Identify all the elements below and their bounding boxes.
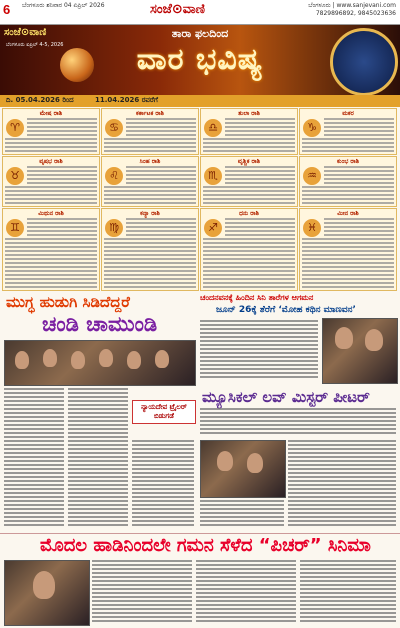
rashi-box <box>101 208 199 291</box>
zodiac-icon: ♎ <box>204 119 222 137</box>
story-c-intro <box>200 408 396 438</box>
masthead-contact <box>308 2 396 18</box>
zodiac-icon: ♈ <box>6 119 24 137</box>
rashi-name: ವೃಶ್ಚಿಕ ರಾಶಿ <box>237 158 261 165</box>
week-from-date: ದಿ. 05.04.2026 <box>6 96 60 104</box>
story-d-column-3 <box>300 560 396 624</box>
week-to <box>95 96 158 105</box>
story-c-headline: ಮ್ಯೂಸಿಕಲ್ ಲವ್ ಮಿಸ್ಟರ್ ಪೀಟರ್ <box>202 388 370 406</box>
page-number: 6 <box>3 2 11 17</box>
horoscope-grid <box>2 108 398 292</box>
zodiac-icon: ♌ <box>105 167 123 185</box>
rashi-name: ಕನ್ಯಾ ರಾಶಿ <box>140 210 160 217</box>
story-d-column-1 <box>92 560 192 624</box>
zodiac-icon: ♐ <box>204 219 222 237</box>
banner-brand-sub: ಬೆಂಗಳೂರು ಏಪ್ರಿಲ್ 4-5, 2026 <box>6 42 64 48</box>
rashi-name: ಮಿಥುನ ರಾಶಿ <box>38 210 64 217</box>
story-a-photo <box>4 340 196 386</box>
story-a-headline-2: ಚಂಡಿ ಚಾಮುಂಡಿ <box>42 312 158 336</box>
zodiac-icon: ♓ <box>303 219 321 237</box>
rashi-box <box>2 156 100 207</box>
story-d-headline: ಮೊದಲ ಹಾಡಿನಿಂದಲೇ ಗಮನ ಸೆಳೆದ “ಪಿಚರ್” ಸಿನಿಮಾ <box>40 535 371 556</box>
rashi-box <box>299 108 397 155</box>
rashi-name: ಸಿಂಹ ರಾಶಿ <box>139 158 161 165</box>
banner-kicker: ತಾರಾ ಫಲದಿಂದ <box>171 27 229 40</box>
rashi-name: ಕುಂಭ ರಾಶಿ <box>336 158 360 165</box>
rashi-box <box>200 156 298 207</box>
rashi-name: ವೃಷಭ ರಾಶಿ <box>39 158 63 165</box>
rashi-box <box>101 108 199 155</box>
zodiac-icon: ♊ <box>6 219 24 237</box>
masthead-phone: 7829896892, 9845023636 <box>315 10 396 17</box>
rashi-box <box>200 108 298 155</box>
story-b-text <box>200 320 318 382</box>
story-d-column-2 <box>196 560 296 624</box>
story-c-text-2 <box>200 500 284 530</box>
masthead-brand: ಸಂಜೆ⊙ವಾಣಿ <box>150 2 205 17</box>
banner-brand: ಸಂಜೆ⊙ವಾಣಿ <box>4 27 47 38</box>
divider <box>0 533 400 534</box>
story-a-column-2 <box>68 388 128 530</box>
rashi-box <box>299 208 397 291</box>
rashi-name: ತುಲಾ ರಾಶಿ <box>238 110 260 117</box>
rashi-name: ಮೇಷ ರಾಶಿ <box>39 110 63 117</box>
week-to-date: 11.04.2026 <box>95 96 140 104</box>
story-a-headline: ಮುಗ್ಧ ಹುಡುಗಿ ಸಿಡಿದೆದ್ದರೆ <box>6 293 130 311</box>
rashi-name: ಮೀನ ರಾಶಿ <box>337 210 359 217</box>
story-b-photo <box>322 318 398 384</box>
zodiac-icon: ♏ <box>204 167 222 185</box>
story-d-photo <box>4 560 90 626</box>
zodiac-wheel-image <box>330 28 398 96</box>
story-c-photo <box>200 440 286 498</box>
zodiac-icon: ♉ <box>6 167 24 185</box>
zodiac-icon: ♋ <box>105 119 123 137</box>
masthead-site: ಬೆಂಗಳೂರು | www.sanjevani.com <box>308 2 396 9</box>
story-a-column-3 <box>132 440 194 530</box>
rashi-box <box>2 208 100 291</box>
rashi-box <box>299 156 397 207</box>
story-c-text <box>288 440 396 530</box>
zodiac-icon: ♍ <box>105 219 123 237</box>
rashi-name: ಮಕರ <box>342 110 354 117</box>
zodiac-icon: ♑ <box>303 119 321 137</box>
story-b-kicker: ಚಂದನವನಕ್ಕೆ ಹಿಂದಿನ ಸಿನಿ ತಾರೆಗಳ ಆಗಮನ <box>200 293 314 302</box>
rashi-name: ಧನು ರಾಶಿ <box>239 210 259 217</box>
rashi-box <box>2 108 100 155</box>
rashi-box <box>101 156 199 207</box>
masthead-date: ಬೆಂಗಳೂರು ಶನಿವಾರ 04 ಏಪ್ರಿಲ್ 2026 <box>22 2 105 9</box>
rashi-box <box>200 208 298 291</box>
rashi-name: ಕರ್ಕಾಟಕ ರಾಶಿ <box>136 110 164 117</box>
week-from <box>6 96 74 105</box>
story-a-column-1 <box>4 388 64 530</box>
week-tail: ರವರೆಗೆ <box>141 96 158 104</box>
story-b-headline: ಜೂನ್ 26ಕ್ಕೆ ತೆರೆಗೆ ‘ಮೋಹ ಕಥಿನ ಮಾಣವನ’ <box>216 305 356 315</box>
planet-image <box>60 48 94 82</box>
banner-title: ವಾರ ಭವಿಷ್ಯ <box>136 42 264 77</box>
week-sep: ರಿಂದ <box>62 96 74 104</box>
zodiac-icon: ♒ <box>303 167 321 185</box>
story-a-pullquote: ನ್ಯಾಯದೇವ ಟ್ರೈಲರ್ ಬಿಡುಗಡೆ <box>132 400 196 424</box>
